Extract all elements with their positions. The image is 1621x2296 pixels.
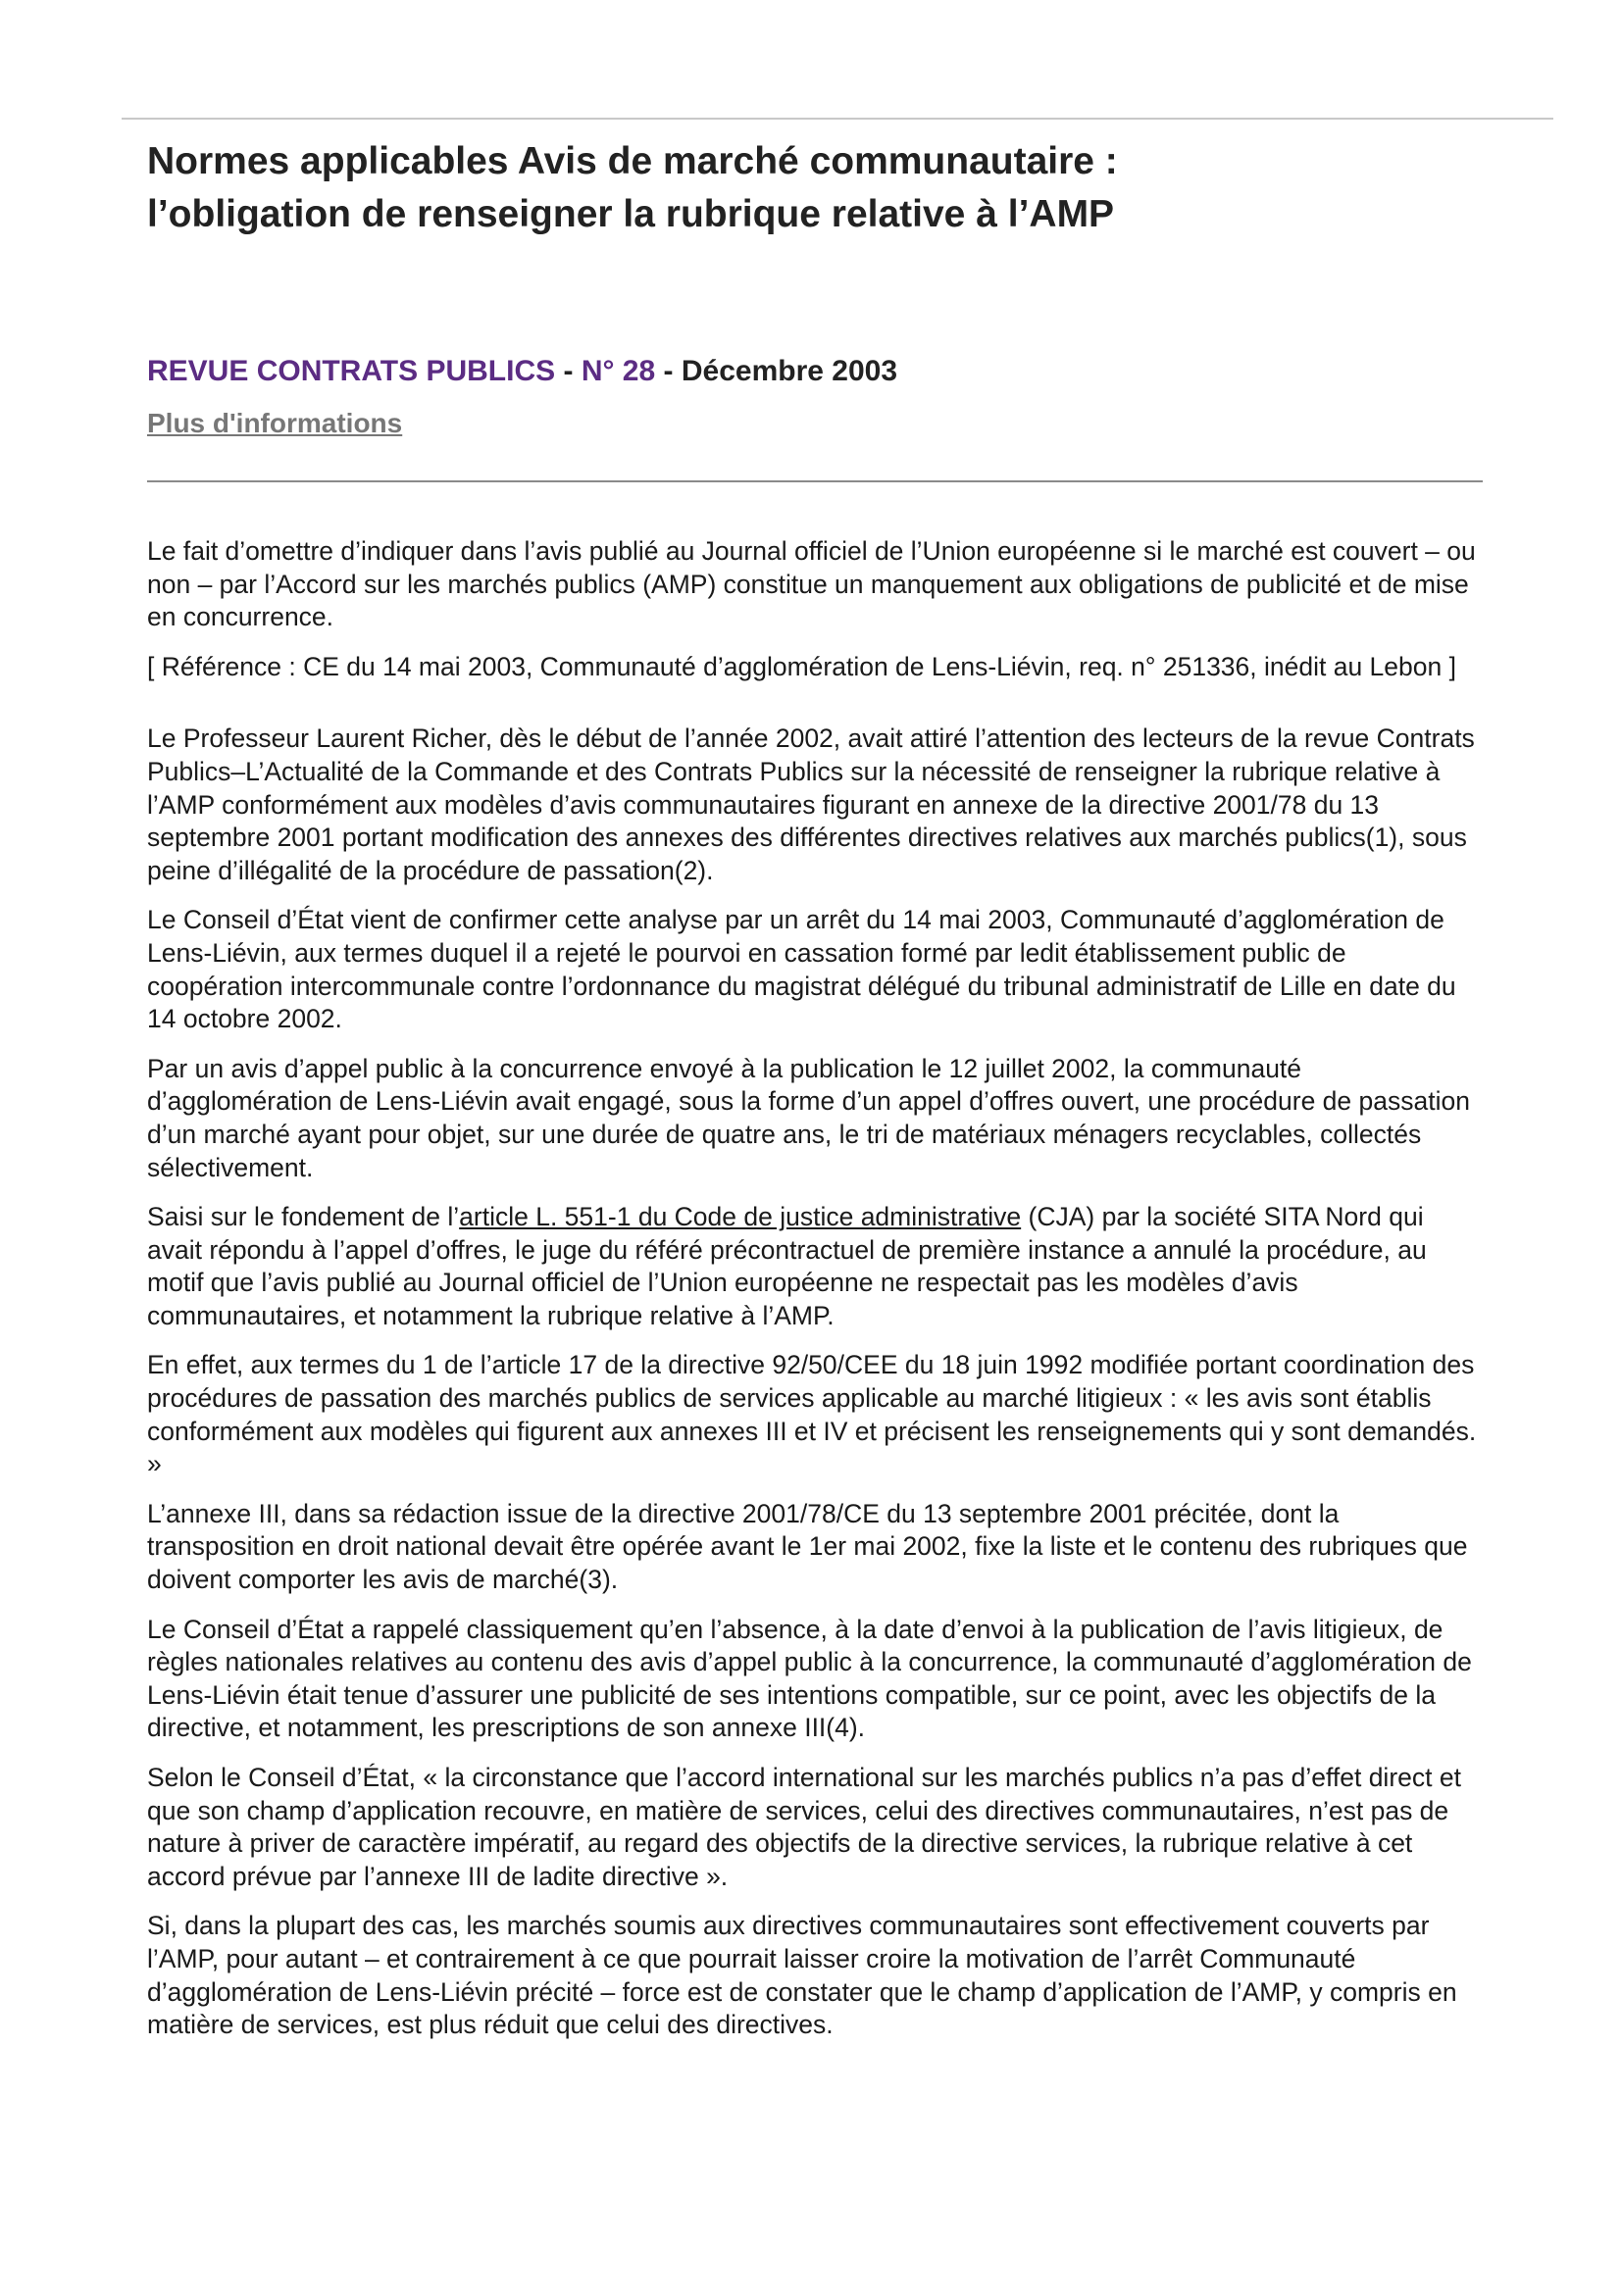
publication-name: REVUE CONTRATS PUBLICS [147, 355, 556, 387]
body-paragraph: En effet, aux termes du 1 de l’article 17 de la directive 92/50/CEE du 18 juin 1992 modifiée portant coordination des procédures de passation des marchés publics de services applicable au marché litigieux : « les avis sont établis conformément aux modèles qui figurent aux annexes III et IV et précisent les renseignements qui y sont demandés. » [147, 1350, 1477, 1479]
body-paragraph: Le Conseil d’État a rappelé classiquement qu’en l’absence, à la date d’envoi à la publication de l’avis litigieux, de règles nationales relatives au contenu des avis d’appel public à la concurrence, la communauté d’agglomération de Lens-Liévin était tenue d’assurer une publicité de ses intentions compatible, sur ce point, avec les objectifs de la directive, et notamment, les prescriptions de son annexe III(4). [147, 1614, 1472, 1743]
body-paragraph: Le Conseil d’État vient de confirmer cette analyse par un arrêt du 14 mai 2003, Communauté d’agglomération de Lens-Liévin, aux termes duquel il a rejeté le pourvoi en cassation formé par ledit établissement public de coopération intercommunale contre l’ordonnance du magistrat délégué du tribunal administratif de Lille en date du 14 octobre 2002. [147, 905, 1456, 1034]
article-title-line-2: l’obligation de renseigner la rubrique relative à l’AMP [147, 193, 1115, 235]
body-paragraph: Selon le Conseil d’État, « la circonstance que l’accord international sur les marchés publics n’a pas d’effet direct et que son champ d’application recouvre, en matière de services, celui des directives communautaires, n’est pas de nature à priver de caractère impératif, au regard des objectifs de la directive services, la rubrique relative à cet accord prévue par l’annexe III de ladite directive ». [147, 1763, 1461, 1891]
summary-paragraph: Le fait d’omettre d’indiquer dans l’avis publié au Journal officiel de l’Union européenne si le marché est couvert – ou non – par l’Accord sur les marchés publics (AMP) constitue un manquement aux obligations de publicité et de mise en concurrence. [147, 536, 1476, 632]
more-info-link[interactable]: Plus d'informations [147, 408, 403, 438]
body-paragraph: Si, dans la plupart des cas, les marchés soumis aux directives communautaires sont effectivement couverts par l’AMP, pour autant – et contrairement à ce que pourrait laisser croire la motivation de l’arrêt Communauté d’agglomération de Lens-Liévin précité – force est de constater que le champ d’application de l’AMP, y compris en matière de services, est plus réduit que celui des directives. [147, 1911, 1457, 2040]
top-divider [122, 118, 1553, 120]
publication-date: Décembre 2003 [681, 355, 898, 387]
paragraph-text: Saisi sur le fondement de l’ [147, 1202, 460, 1232]
body-paragraph: L’annexe III, dans sa rédaction issue de la directive 2001/78/CE du 13 septembre 2001 précitée, dont la transposition en droit national devait être opérée avant le 1er mai 2002, fixe la liste et le contenu des rubriques que doivent comporter les avis de marché(3). [147, 1498, 1468, 1595]
reference-paragraph: [ Référence : CE du 14 mai 2003, Communauté d’agglomération de Lens-Liévin, req. n° 251336, inédit au Lebon ] [147, 651, 1456, 681]
body-paragraph [147, 1201, 1483, 1332]
meta-separator: - [555, 355, 582, 387]
article-title-line-1: Normes applicables Avis de marché communautaire : [147, 140, 1118, 182]
article-title [147, 135, 1451, 241]
article-body [147, 535, 1483, 2059]
cja-article-link[interactable]: article L. 551-1 du Code de justice administrative [459, 1202, 1022, 1232]
body-paragraph: Le Professeur Laurent Richer, dès le début de l’année 2002, avait attiré l’attention des lecteurs de la revue Contrats Publics–L’Actualité de la Commande et des Contrats Publics sur la nécessité de renseigner la rubrique relative à l’AMP conformément aux modèles d’avis communautaires figurant en annexe de la directive 2001/78 du 13 septembre 2001 portant modification des annexes des différentes directives relatives aux marchés publics(1), sous peine d’illégalité de la procédure de passation(2). [147, 724, 1475, 885]
section-divider [147, 480, 1483, 482]
publication-meta [147, 351, 897, 392]
meta-separator: - [655, 355, 682, 387]
issue-number: N° 28 [581, 355, 656, 387]
paragraph-text: (CJA) par la société SITA Nord qui avait répondu à l’appel d’offres, le juge du référé précontractuel de première instance a annulé la procédure, au motif que l’avis publié au Journal officiel de l’Union européenne ne respectait pas les modèles d’avis communautaires, et notamment la rubrique relative à l’AMP. [147, 1202, 1427, 1330]
body-paragraph: Par un avis d’appel public à la concurrence envoyé à la publication le 12 juillet 2002, la communauté d’agglomération de Lens-Liévin avait engagé, sous la forme d’un appel d’offres ouvert, une procédure de passation d’un marché ayant pour objet, sur une durée de quatre ans, le tri de matériaux ménagers recyclables, collectés sélectivement. [147, 1053, 1470, 1182]
